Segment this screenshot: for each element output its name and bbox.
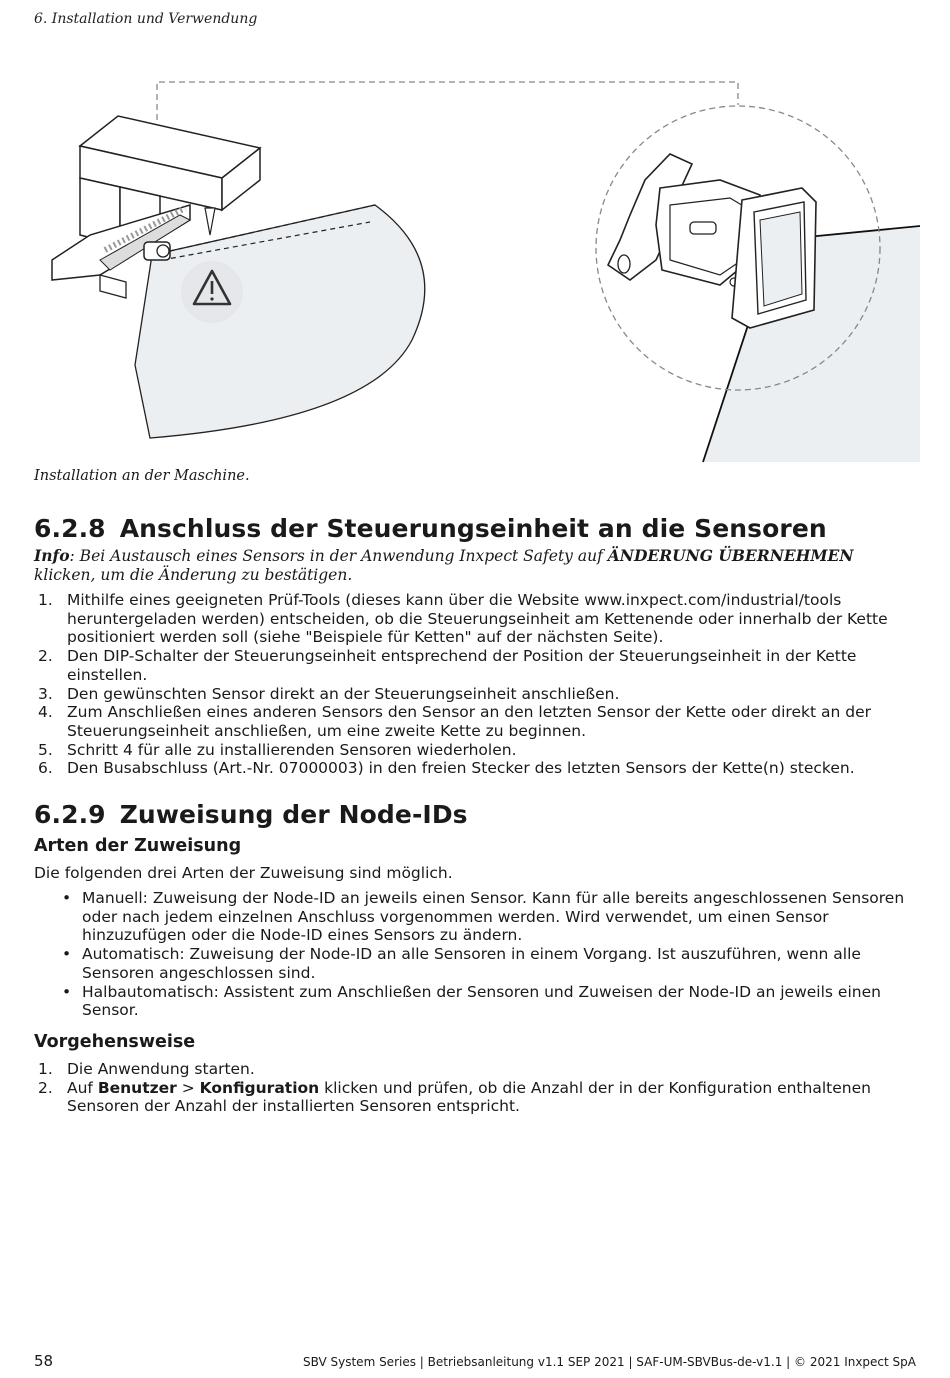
list-number: 5. (38, 740, 53, 759)
info-text-before: : Bei Austausch eines Sensors in der Anwendung Inxpect Safety auf (69, 547, 608, 565)
list-item (60, 945, 920, 982)
list-text: Manuell: Zuweisung der Node-ID an jeweils einen Sensor. Kann für alle bereits angeschlossenen Sensoren oder nach jedem einzelnen Anschluss vorgenommen werden. Wird verwendet, um einen Sensor hinzuzufügen oder die Node-ID eines Sensors zu ändern. (82, 889, 905, 945)
info-label: Info (34, 546, 70, 565)
list-number: 2. (38, 1078, 53, 1097)
info-note (34, 546, 914, 585)
menu-path-user: Benutzer (97, 1078, 177, 1097)
procedure-steps-list (34, 1060, 914, 1116)
section-heading-6-2-8 (34, 514, 827, 543)
connection-steps-list (34, 591, 914, 778)
list-item (60, 983, 920, 1020)
page-number: 58 (34, 1352, 54, 1370)
info-action-label: ÄNDERUNG ÜBERNEHMEN (607, 546, 854, 565)
list-item (34, 647, 914, 684)
list-text: Halbautomatisch: Assistent zum Anschließen der Sensoren und Zuweisen der Node-ID an jeweils einen Sensor. (82, 982, 881, 1020)
section-number: 6.2.9 (34, 800, 106, 829)
section-title: Zuweisung der Node-IDs (119, 800, 468, 829)
list-text: Den Busabschluss (Art.-Nr. 07000003) in den freien Stecker des letzten Sensors der Kette(n) stecken. (67, 759, 855, 778)
bullet: • (62, 889, 72, 907)
info-text-after: klicken, um die Änderung zu bestätigen. (34, 566, 353, 584)
list-item (34, 1079, 914, 1116)
installation-illustration (30, 70, 920, 470)
list-text-post: klicken und prüfen, ob die Anzahl der in der Konfiguration enthaltenen Sensoren der Anzahl der installierten Sensoren entspricht. (67, 1078, 871, 1116)
list-text-pre: Auf (67, 1078, 98, 1097)
section-number: 6.2.8 (34, 514, 106, 543)
subheading-procedure: Vorgehensweise (34, 1032, 196, 1052)
list-item (34, 703, 914, 740)
list-text: Den DIP-Schalter der Steuerungseinheit entsprechend der Position der Steuerungseinheit in der Kette einstellen. (67, 647, 857, 684)
list-item (34, 1060, 914, 1079)
section-title: Anschluss der Steuerungseinheit an die Sensoren (119, 514, 827, 543)
list-item (34, 685, 914, 704)
bullet: • (62, 945, 72, 964)
running-header: 6. Installation und Verwendung (34, 11, 258, 27)
menu-path-separator: > (176, 1078, 200, 1097)
list-text: Den gewünschten Sensor direkt an der Steuerungseinheit anschließen. (67, 684, 620, 703)
list-item (60, 889, 920, 945)
list-number: 1. (38, 591, 53, 609)
list-item (34, 741, 914, 760)
list-text: Automatisch: Zuweisung der Node-ID an alle Sensoren in einem Vorgang. Ist auszuführen, wenn alle Sensoren angeschlossen sind. (82, 945, 861, 982)
list-number: 3. (38, 684, 53, 703)
figure-caption: Installation an der Maschine. (34, 468, 250, 484)
list-number: 2. (38, 647, 53, 666)
bullet: • (62, 982, 72, 1001)
menu-path-configuration: Konfiguration (199, 1078, 320, 1097)
footer-doc-info: SBV System Series | Betriebsanleitung v1.1 SEP 2021 | SAF-UM-SBVBus-de-v1.1 | © 2021 Inxpect SpA (303, 1355, 916, 1369)
list-number: 4. (38, 703, 53, 722)
assignment-types-list (60, 889, 920, 1020)
section-heading-6-2-9 (34, 800, 468, 829)
list-item (34, 759, 914, 778)
list-text: Zum Anschließen eines anderen Sensors den Sensor an den letzten Sensor der Kette oder direkt an der Steuerungseinheit anschließen, um eine zweite Kette zu beginnen. (67, 703, 871, 740)
list-item (34, 591, 914, 647)
list-number: 1. (38, 1060, 53, 1078)
list-text: Die Anwendung starten. (67, 1060, 255, 1078)
list-text: Schritt 4 für alle zu installierenden Sensoren wiederholen. (67, 740, 517, 759)
types-intro: Die folgenden drei Arten der Zuweisung sind möglich. (34, 864, 453, 882)
list-text: Mithilfe eines geeigneten Prüf-Tools (dieses kann über die Website www.inxpect.com/industrial/tools heruntergeladen werden) entscheiden, ob die Steuerungseinheit am Kettenende oder innerhalb der Kette positioniert werden soll (siehe "Beispiele für Ketten" auf der nächsten Seite). (67, 591, 888, 647)
warning-triangle-icon (181, 261, 243, 323)
list-number: 6. (38, 759, 53, 778)
subheading-types: Arten der Zuweisung (34, 836, 242, 856)
